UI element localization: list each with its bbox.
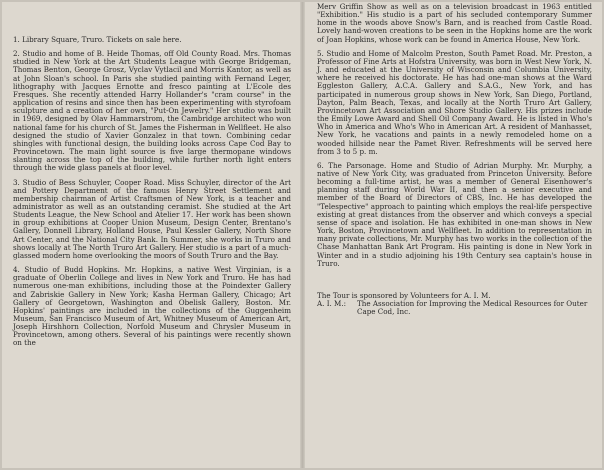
entry-bess-schuyler: 3. Studio of Bess Schuyler, Cooper Road. Miss Schuyler, director of the Art and Pottery Department of the famous Henry Street Settlement and membership chairman of Artist Craftsmen of New York, is a teacher and administrator as well as an outstanding ceramist. She studied at the Art Students League, the New School and Atelier 17. Her work has been shown in group exhibitions at Cooper Union Museum, Design Center, Brentano's Gallery, Donnell Library, Holland House, Paul Kessler Gallery, North Shore Art Center, and the National City Bank. In Summer, she works in Truro and shows locally at The North Truro Art Gallery. Her studio is a part of a much-glassed modern home overlooking the moors of South Truro and the Bay. [13,177,291,260]
page-fold [300,0,305,470]
entry-adrian-murphy: 6. The Parsonage. Home and Studio of Adrian Murphy. Mr. Murphy, a native of New York City, was graduated from Princeton University. Before becoming a full-time artist, he was a member of General Eisenhower's planning staff during World War II, and then a senior executive and member of the Board of Directors of CBS, Inc. He has developed the "Telespective" approach to painting which employs the real-life perspective existing at great distances from the observer and which conveys a special sense of space and isolation. He has exhibited in one-man shows in New York, Boston, Provincetown and Wellfleet. In addition to representation in many private collections, Mr. Murphy has two works in the collection of the Chase Manhattan Bank Art Program. His painting is done in New York in Winter and in a studio adjoining his 19th Century sea captain's house in Truro. [317,160,592,268]
aim-description: The Association for Improving the Medical Resources for Outer Cape Cod, Inc. [357,299,588,317]
sponsor-footer [317,292,592,316]
entry-malcolm-preston: 5. Studio and Home of Malcolm Preston, South Pamet Road. Mr. Preston, a Professor of Fine Arts at Hofstra University, was born in West New York, N. J. and educated at the University of Wisconsin and Columbia University, where he received his doctorate. He has had one-man shows at the Ward Eggleston Gallery, A.C.A. Gallery and S.A.G., New York, and has participated in numerous group shows in New York, San Diego, Portland, Dayton, Palm Beach, Texas, and locally at the North Truro Art Gallery, Provincetown Art Association and Shore Studio Gallery. His prizes include the Emily Lowe Award and Shell Oil Company Award. He is listed in Who's Who in America and Who's Who in American Art. A resident of Manhasset, New York, he vacations and paints in a newly remodeled home on a wooded hillside near the Pamet River. Refreshments will be served here from 3 to 5 p. m. [317,48,592,156]
entry-budd-hopkins-continued: Merv Griffin Show as well as on a television broadcast in 1963 entitled "Exhibition." His studio is a part of his secluded contemporary Summer home in the woods above Snow's Barn, and is reached from Castle Road. Lovely hand-woven creations to be seen in the Hopkins home are the work of Joan Hopkins, whose work can be found in America House, New York. [317,2,592,44]
sponsor-line: The Tour is sponsored by Volunteers for A. I. M. [317,290,491,300]
entry-budd-hopkins: 4. Studio of Budd Hopkins. Mr. Hopkins, a native West Virginian, is a graduate of Oberlin College and lives in New York and Truro. He has had numerous one-man exhibitions, including those at the Poindexter Gallery and Zabriskie Gallery in New York; Kasha Herman Gallery, Chicago; Art Gallery of Georgetown, Washington and Obelisk Gallery, Boston. Mr. Hopkins' paintings are included in the collections of the Guggenheim Museum, San Francisco Museum of Art, Whitney Museum of American Art, Joseph Hirshhorn Collection, Norfold Museum and Chrysler Museum in Provincetown, among others. Several of his paintings were recently shown on the [13,265,291,348]
aim-abbreviation: A. I. M.: [317,299,347,308]
entry-heide-thomas: 2. Studio and home of B. Heide Thomas, off Old County Road. Mrs. Thomas studied in New York at the Art Students League with George Bridgeman, Thomas Benton, George Grosz, Vyclav Vytlacil and Morris Kantor, as well as at John Sloan's school. In Paris she studied painting with Fernand Leger, lithography with Jacques Ernotte and fresco painting at L'Ecole des Fresques. She recently attended Harry Hollander's "cram course" in the application of resins and since then has been experimenting with styrofoam sculpture and a creation of her own, "Put-On Jewelry." Her studio was built in 1969, designed by Olav Hammarstrom, the Cambridge architect who won national fame for his church of St. James the Fisherman in Wellfleet. He also designed the studio of Xavier Gonzalez in that town. Combining cedar shingles with functional design, the building looks across Cape Cod Bay to Provincetown. The main light source is five large thermopane windows slanting across the top of the building, while further north light enters through the wide glass panels at floor level. [13,49,291,173]
aim-definition [317,300,592,316]
entry-library-square: 1. Library Square, Truro. Tickets on sale here. [13,35,182,44]
right-page [303,0,604,470]
spacer [317,274,592,292]
